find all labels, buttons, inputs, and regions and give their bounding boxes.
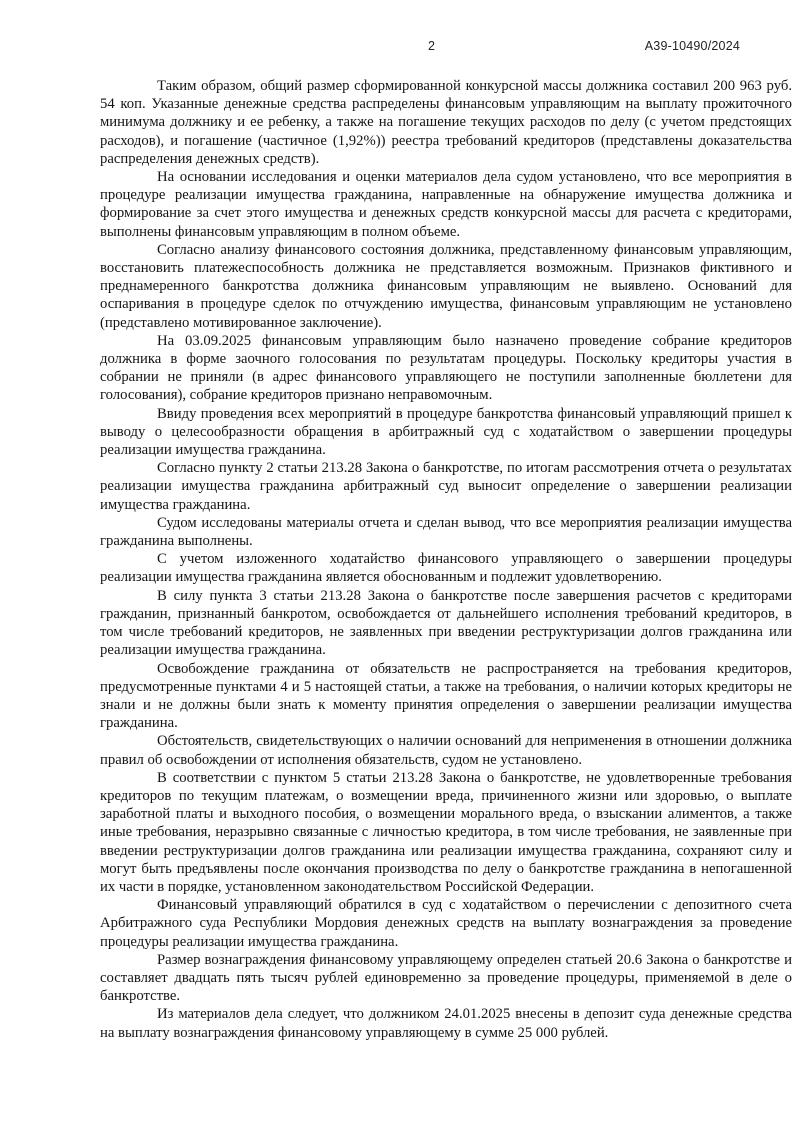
paragraph: Судом исследованы материалы отчета и сделан вывод, что все мероприятия реализации имущества гражданина выполнены.	[100, 514, 792, 550]
paragraph: На основании исследования и оценки материалов дела судом установлено, что все мероприятия в процедуре реализации имущества гражданина, направленные на обнаружение имущества должника и формирование за счет этого имущества и денежных средств конкурсной массы для расчета с кредиторами, выполнены финансовым управляющим в полном объеме.	[100, 169, 792, 240]
paragraph: Размер вознаграждения финансовому управляющему определен статьей 20.6 Закона о банкротстве и составляет двадцать пять тысяч рублей единовременно за проведение процедуры, применяемой в деле о банкротстве.	[100, 951, 792, 1005]
case-number: А39-10490/2024	[644, 39, 740, 53]
paragraph: Согласно пункту 2 статьи 213.28 Закона о банкротстве, по итогам рассмотрения отчета о результатах реализации имущества гражданина арбитражный суд выносит определение о завершении реализации имущества гражданина.	[100, 460, 792, 513]
paragraph: В силу пункта 3 статьи 213.28 Закона о банкротстве после завершения расчетов с кредиторами гражданин, признанный банкротом, освобождается от дальнейшего исполнения требований кредиторов, в том числе требований кредиторов, не заявленных при введении реструктуризации долгов гражданина или реализации имущества гражданина.	[100, 587, 792, 659]
document-header	[100, 38, 740, 56]
paragraph: Освобождение гражданина от обязательств не распространяется на требования кредиторов, предусмотренные пунктами 4 и 5 настоящей статьи, а также на требования, о наличии которых кредиторы не знали и не должны были знать к моменту принятия определения о завершении реализации имущества гражданина.	[100, 660, 792, 732]
paragraph: На 03.09.2025 финансовым управляющим было назначено проведение собрание кредиторов должника в форме заочного голосования по результатам процедуры. Поскольку кредиторы участия в собрании не приняли (в адрес финансового управляющего не поступили заполненные бюллетени для голосования), собрание кредиторов признано неправомочным.	[100, 332, 792, 404]
paragraph: С учетом изложенного ходатайство финансового управляющего о завершении процедуры реализации имущества гражданина является обоснованным и подлежит удовлетворению.	[100, 551, 792, 586]
paragraph: Согласно анализу финансового состояния должника, представленному финансовым управляющим, восстановить платежеспособность должника не представляется возможным. Признаков фиктивного и преднамеренного банкротства должника финансовым управляющим не выявлено. Оснований для оспаривания в процедуре сделок по отчуждению имущества, финансовым управляющим не установлено (представлено мотивированное заключение).	[100, 241, 792, 331]
page-number: 2	[428, 39, 435, 53]
paragraph: Из материалов дела следует, что должником 24.01.2025 внесены в депозит суда денежные средства на выплату вознаграждения финансовому управляющему в сумме 25 000 рублей.	[100, 1006, 792, 1041]
paragraph: Ввиду проведения всех мероприятий в процедуре банкротства финансовый управляющий пришел к выводу о целесообразности обращения в арбитражный суд с ходатайством о завершении процедуры реализации имущества гражданина.	[100, 405, 792, 459]
paragraph: Финансовый управляющий обратился в суд с ходатайством о перечислении с депозитного счета Арбитражного суда Республики Мордовия денежных средств на выплату вознаграждения за проведение процедуры реализации имущества гражданина.	[100, 897, 792, 950]
document-body	[100, 77, 792, 1042]
paragraph: Таким образом, общий размер сформированной конкурсной массы должника составил 200 963 руб. 54 коп. Указанные денежные средства распределены финансовым управляющим на выплату прожиточного минимума должнику и ее ребенку, а также на погашение текущих расходов по делу (с учетом предстоящих расходов), и погашение (частичное (1,92%)) реестра требований кредиторов (представлены доказательства распределения денежных средств).	[100, 78, 792, 167]
paragraph: Обстоятельств, свидетельствующих о наличии оснований для неприменения в отношении должника правил об освобождении от исполнения обязательств, судом не установлено.	[100, 733, 792, 768]
paragraph: В соответствии с пунктом 5 статьи 213.28 Закона о банкротстве, не удовлетворенные требования кредиторов по текущим платежам, о возмещении вреда, причиненного жизни или здоровью, о выплате заработной платы и выходного пособия, о возмещении морального вреда, о взыскании алиментов, а также иные требования, неразрывно связанные с личностью кредитора, в том числе требования, не заявленные при введении реструктуризации долгов гражданина или реализации имущества гражданина, сохраняют силу и могут быть предъявлены после окончания производства по делу о банкротстве гражданина в непогашенной их части в порядке, установленном законодательством Российской Федерации.	[100, 769, 792, 895]
